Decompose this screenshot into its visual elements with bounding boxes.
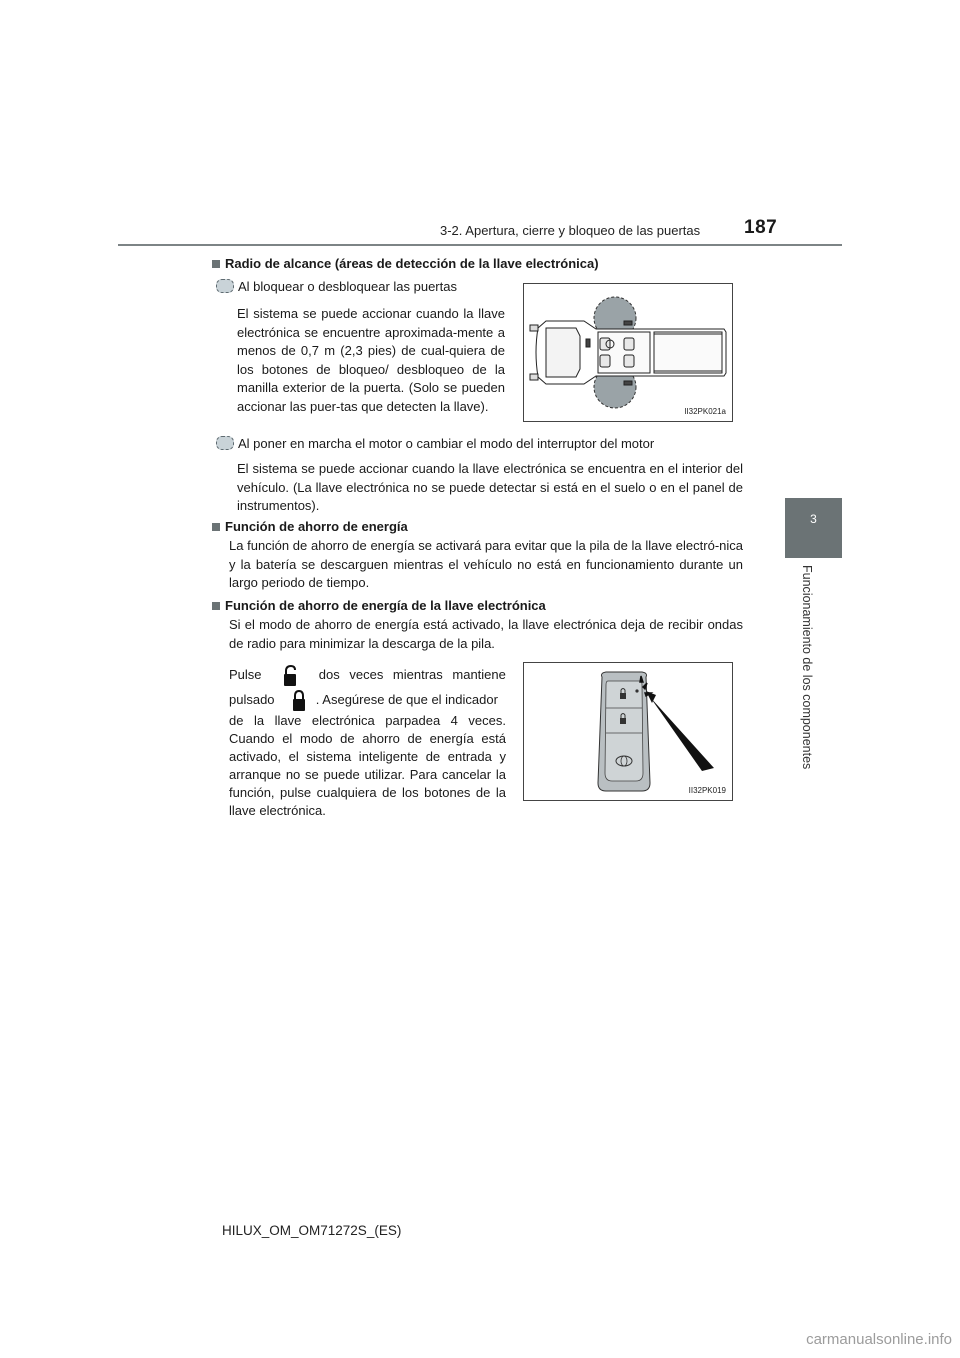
item2-label: Al poner en marcha el motor o cambiar el modo del interruptor del motor — [216, 435, 654, 454]
unlock-icon — [283, 665, 297, 693]
figure2-code: II32PK019 — [688, 786, 726, 795]
chapter-number: 3 — [810, 512, 817, 526]
document-id: HILUX_OM_OM71272S_(ES) — [222, 1223, 402, 1238]
instruction-rest: de la llave electrónica parpadea 4 veces. Cuando el modo de ahorro de energía está activado, el sistema inteligente de entrada y arranque no se puede utilizar. Para cancelar la función, pulse cualquiera de los botones de la llave electrónica. — [229, 713, 506, 818]
electronic-key-figure — [523, 662, 733, 801]
chapter-tab[interactable] — [785, 498, 842, 558]
item2-text: El sistema se puede accionar cuando la llave electrónica se encuentra en el interior del vehículo. (La llave electrónica no se puede detectar si está en el suelo o en el panel de instrumentos). — [237, 461, 743, 513]
square-bullet-icon — [212, 260, 220, 268]
instruction-line-1: Pulse dos veces mientras mantiene — [229, 665, 506, 693]
electronic-key-illustration — [524, 663, 732, 800]
figure1-code: II32PK021a — [684, 407, 726, 416]
square-bullet-icon — [212, 602, 220, 610]
section-title: 3-2. Apertura, cierre y bloqueo de las puertas — [440, 223, 701, 238]
chapter-side-label: Funcionamiento de los componentes — [800, 565, 814, 770]
callout-bullet-icon — [216, 279, 234, 293]
detection-area-figure — [523, 283, 733, 422]
watermark: carmanualsonline.info — [806, 1331, 952, 1348]
section3-text: Si el modo de ahorro de energía está activado, la llave electrónica deja de recibir ondas de radio para minimizar la descarga de la pila. — [229, 617, 743, 651]
vehicle-icon — [530, 321, 726, 385]
item1-label: Al bloquear o desbloquear las puertas — [216, 278, 457, 297]
square-bullet-icon — [212, 523, 220, 531]
vehicle-top-view-illustration — [524, 284, 732, 421]
instruction-line-2: pulsado . Asegúrese de que el indicador — [229, 690, 506, 718]
item1-text: El sistema se puede accionar cuando la llave electrónica se encuentre aproximada-mente a menos de 0,7 m (2,3 pies) de cual-quiera de los botones de bloqueo/ desbloqueo de la manilla exterior de la puerta. (Solo se pueden accionar las puer-tas que detecten la llave). — [237, 306, 505, 414]
section2-heading: Función de ahorro de energía — [212, 518, 408, 537]
section3-heading: Función de ahorro de energía de la llave electrónica — [212, 597, 546, 616]
section1-heading: Radio de alcance (áreas de detección de la llave electrónica) — [212, 255, 599, 274]
page-number: 187 — [744, 217, 778, 238]
section2-text: La función de ahorro de energía se activará para evitar que la pila de la llave electró-nica y la batería se descarguen mientras el vehículo no está en funcionamiento durante un largo periodo de tiempo. — [229, 538, 743, 590]
callout-bullet-icon — [216, 436, 234, 450]
header-rule — [118, 244, 842, 246]
pointer-arrow-icon — [650, 697, 714, 771]
key-fob-icon — [598, 672, 650, 791]
